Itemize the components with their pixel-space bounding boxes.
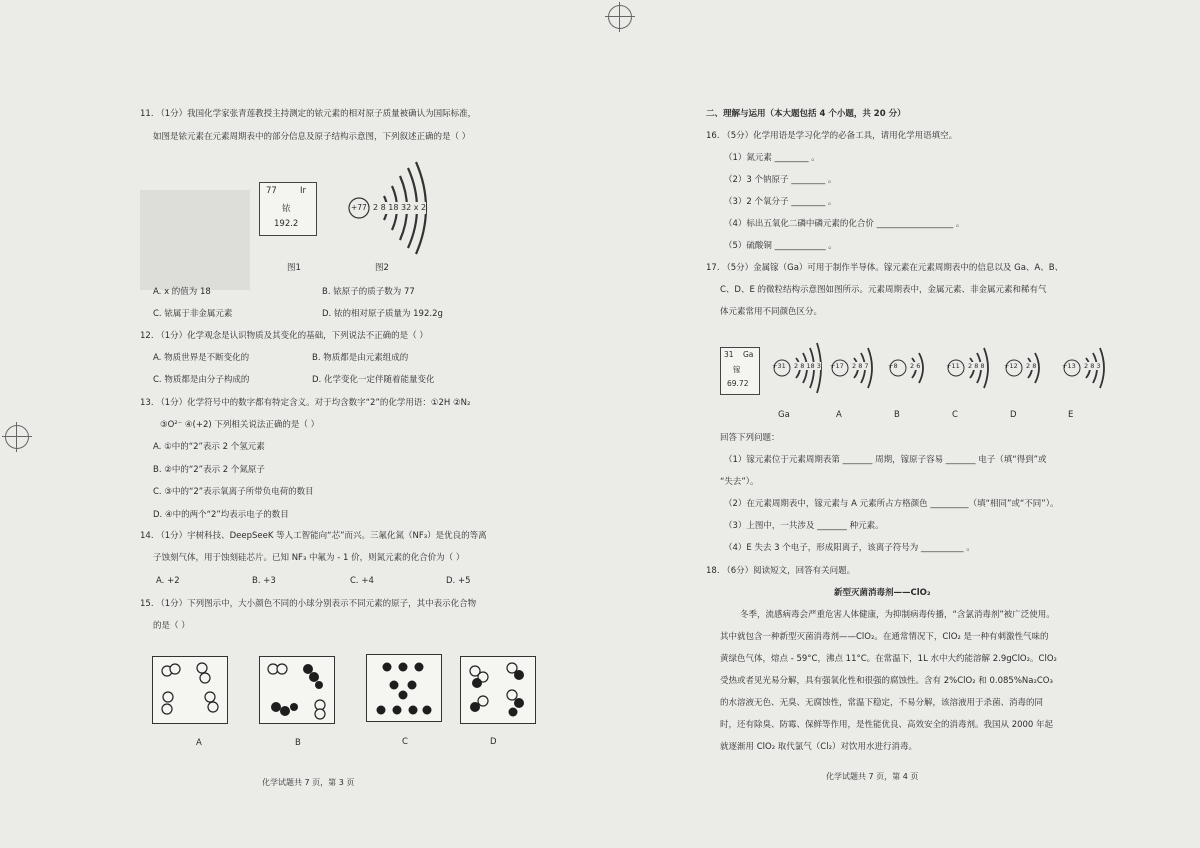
shell-electrons: 2 8 7 xyxy=(852,362,869,370)
atom-diagram-c xyxy=(944,340,1000,430)
electron-shell-arc xyxy=(1100,348,1104,388)
article-p2: 其中就包含一种新型灭菌消毒剂——ClO₂。在通常情况下，ClO₂ 是一种有刺激性气味的 xyxy=(720,632,1049,642)
gallium-element-card xyxy=(720,347,760,395)
nucleus-charge: +8 xyxy=(888,362,898,370)
atomic-number: 77 xyxy=(266,186,277,196)
shell-electrons: 2 8 xyxy=(1026,362,1037,370)
shell-electrons: 2 8 18 3 xyxy=(794,362,821,370)
q11-line1: 11. （1分）我国化学家张青莲教授主持测定的铱元素的相对原子质量被确认为国际标准， xyxy=(140,109,477,119)
q13-option-d: D. ④中的两个“2”均表示电子的数目 xyxy=(153,510,289,520)
q12-option-d: D. 化学变化一定伴随着能量变化 xyxy=(312,375,435,385)
shell-electrons: 2 6 xyxy=(910,362,921,370)
atom-diagram-a xyxy=(828,340,884,430)
nucleus-charge: +17 xyxy=(830,362,844,370)
atom-shells-a xyxy=(828,340,884,400)
atom-diagram-ga xyxy=(770,340,826,430)
atom-label: D xyxy=(1010,410,1017,420)
atom-label: A xyxy=(836,410,842,420)
article-p6: 时，还有除臭、防霉、保鲜等作用，是性能优良、高效安全的消毒剂。我国从 2000 年起 xyxy=(720,720,1054,730)
right-page xyxy=(600,0,1200,848)
atom-shells-c xyxy=(944,340,1000,400)
electron-shell-arc xyxy=(868,348,872,388)
q14-line2: 子蚀刻气体，用于蚀刻硅芯片。已知 NF₃ 中氟为 - 1 价，则氮元素的化合价为（ ） xyxy=(153,553,465,563)
molecule-label-d: D xyxy=(490,737,497,747)
atom-label: B xyxy=(894,410,900,420)
article-p1: 冬季，流感病毒会严重危害人体健康，为抑制病毒传播，“含氯消毒剂”被广泛使用。 xyxy=(740,610,1055,620)
nucleus-charge: +31 xyxy=(772,362,786,370)
gallium-atomic-number: 31 xyxy=(724,350,734,359)
q11-option-b: B. 铱原子的质子数为 77 xyxy=(322,287,415,297)
atom-label: E xyxy=(1068,410,1074,420)
gallium-atomic-mass: 69.72 xyxy=(727,379,749,388)
q12-option-a: A. 物质世界是不断变化的 xyxy=(153,353,250,363)
q17-sub2: （2）在元素周期表中，镓元素与 A 元素所占方格颜色 _________（填“相同”或“不同”）。 xyxy=(724,499,1059,509)
q16-item-2: （2）3 个钠原子 ________ 。 xyxy=(724,175,837,185)
atom-shells-e xyxy=(1060,340,1116,400)
atom-diagram-e xyxy=(1060,340,1116,430)
atom-label: C xyxy=(952,410,958,420)
q13-option-c: C. ③中的“2”表示氧离子所带负电荷的数目 xyxy=(153,487,314,497)
molecule-box-d xyxy=(460,656,536,724)
q16-line1: 16. （5分）化学用语是学习化学的必备工具，请用化学用语填空。 xyxy=(706,131,958,141)
q13-option-a: A. ①中的“2”表示 2 个氢元素 xyxy=(153,442,265,452)
article-title: 新型灭菌消毒剂——ClO₂ xyxy=(834,588,931,598)
iridium-nucleus: +77 xyxy=(351,203,367,212)
molecule-box-a xyxy=(152,656,228,724)
molecule-diagram-b xyxy=(260,657,334,723)
gallium-symbol: Ga xyxy=(743,350,754,359)
q17-line2: C、D、E 的微粒结构示意图如图所示。元素周期表中，金属元素、非金属元素和稀有气 xyxy=(720,285,1047,295)
article-p3: 黄绿色气体，熔点 - 59°C，沸点 11°C。在常温下，1L 水中大约能溶解 2.9gClO₂。ClO₂ xyxy=(720,654,1057,664)
q18-line1: 18. （6分）阅读短文，回答有关问题。 xyxy=(706,566,856,576)
q17-sub4: （4）E 失去 3 个电子，形成阳离子，该离子符号为 __________ 。 xyxy=(724,543,975,553)
element-symbol: Ir xyxy=(300,186,307,196)
q11-option-c: C. 铱属于非金属元素 xyxy=(153,309,233,319)
q17-sub1-b: “失去”）。 xyxy=(720,477,759,487)
molecule-diagram-d xyxy=(461,657,535,723)
left-page-footer: 化学试题共 7 页，第 3 页 xyxy=(262,778,355,787)
gallium-name: 镓 xyxy=(733,365,741,374)
atom-diagrams-row xyxy=(770,340,1110,430)
shell-electrons: 2 8 8 xyxy=(968,362,985,370)
right-page-footer: 化学试题共 7 页，第 4 页 xyxy=(826,772,919,781)
q13-option-b: B. ②中的“2”表示 2 个氮原子 xyxy=(153,465,265,475)
q11-option-a: A. x 的值为 18 xyxy=(153,287,211,297)
q17-line1: 17. （5分）金属镓（Ga）可用于制作半导体。镓元素在元素周期表中的信息以及 Ga、A、B、 xyxy=(706,263,1064,273)
q16-item-5: （5）硫酸铜 ____________ 。 xyxy=(724,241,837,251)
atom-shells-b xyxy=(886,340,942,400)
article-p4: 受热或者见光易分解，具有强氧化性和很强的腐蚀性。含有 2%ClO₂ 和 0.085%Na₂CO₃ xyxy=(720,676,1053,686)
q14-option-b: B. +3 xyxy=(252,576,276,586)
atom-shells-d xyxy=(1002,340,1058,400)
nucleus-charge: +12 xyxy=(1004,362,1018,370)
q14-option-a: A. +2 xyxy=(156,576,180,586)
q16-item-3: （3）2 个氧分子 ________ 。 xyxy=(724,197,837,207)
iridium-element-card xyxy=(259,182,317,236)
section-heading: 二、理解与运用（本大题包括 4 个小题，共 20 分） xyxy=(706,109,906,119)
q13-line2: ③O²⁻ ④(+2) 下列相关说法正确的是（ ） xyxy=(160,420,320,430)
molecule-box-b xyxy=(259,656,335,724)
molecule-diagram-a xyxy=(153,657,227,723)
q11-line2: 如图是铱元素在元素周期表中的部分信息及原子结构示意图，下列叙述正确的是（ ） xyxy=(153,132,471,142)
nucleus-charge: +11 xyxy=(946,362,960,370)
q12-line1: 12. （1分）化学观念是认识物质及其变化的基础，下列说法不正确的是（ ） xyxy=(140,331,428,341)
figure2-label: 图2 xyxy=(375,263,389,273)
q14-line1: 14. （1分）宇树科技、DeepSeeK 等人工智能向“芯”而兴。三氟化氮（NF₃）是优良的等离 xyxy=(140,531,487,541)
nucleus-charge: +13 xyxy=(1062,362,1076,370)
atom-diagram-d xyxy=(1002,340,1058,430)
molecule-box-c xyxy=(366,654,442,722)
q12-option-c: C. 物质都是由分子构成的 xyxy=(153,375,250,385)
q15-line2: 的是（ ） xyxy=(153,621,190,631)
q11-option-d: D. 铱的相对原子质量为 192.2g xyxy=(322,309,443,319)
answer-prompt: 回答下列问题： xyxy=(720,433,780,443)
q17-sub1-a: （1）镓元素位于元素周期表第 _______ 周期，镓原子容易 _______ 电子（填“得到”或 xyxy=(724,455,1047,465)
molecule-label-c: C xyxy=(402,737,408,747)
q17-line3: 体元素常用不同颜色区分。 xyxy=(720,307,823,317)
shell-electrons: 2 8 3 xyxy=(1084,362,1101,370)
molecule-label-a: A xyxy=(196,738,202,748)
atomic-mass: 192.2 xyxy=(274,219,299,229)
element-name: 铱 xyxy=(282,204,291,214)
molecule-diagram-c xyxy=(367,655,441,721)
atom-shells-ga xyxy=(770,340,826,400)
article-p7: 就逐渐用 ClO₂ 取代氯气（Cl₂）对饮用水进行消毒。 xyxy=(720,742,918,752)
q17-sub3: （3）上图中，一共涉及 _______ 种元素。 xyxy=(724,521,884,531)
q16-item-4: （4）标出五氧化二磷中磷元素的化合价 __________________ 。 xyxy=(724,219,965,229)
q14-option-c: C. +4 xyxy=(350,576,374,586)
article-p5: 的水溶液无色、无臭、无腐蚀性，常温下稳定，不易分解，该溶液用于杀菌、消毒的同 xyxy=(720,698,1044,708)
electron-shell-arc xyxy=(984,348,988,388)
atom-diagram-b xyxy=(886,340,942,430)
figure1-label: 图1 xyxy=(287,263,301,273)
bleed-through-image xyxy=(140,190,250,290)
q14-option-d: D. +5 xyxy=(446,576,471,586)
q16-item-1: （1）氮元素 ________ 。 xyxy=(724,153,820,163)
q15-line1: 15. （1分）下列图示中，大小颜色不同的小球分别表示不同元素的原子，其中表示化合物 xyxy=(140,599,477,609)
q12-option-b: B. 物质都是由元素组成的 xyxy=(312,353,409,363)
iridium-electron-shells: 2 8 18 32 x 2 xyxy=(373,203,427,212)
q13-line1: 13. （1分）化学符号中的数字都有特定含义。对于均含数字“2”的化学用语：①2H ②N₂ xyxy=(140,398,471,408)
molecule-label-b: B xyxy=(295,738,301,748)
atom-label: Ga xyxy=(778,410,790,420)
